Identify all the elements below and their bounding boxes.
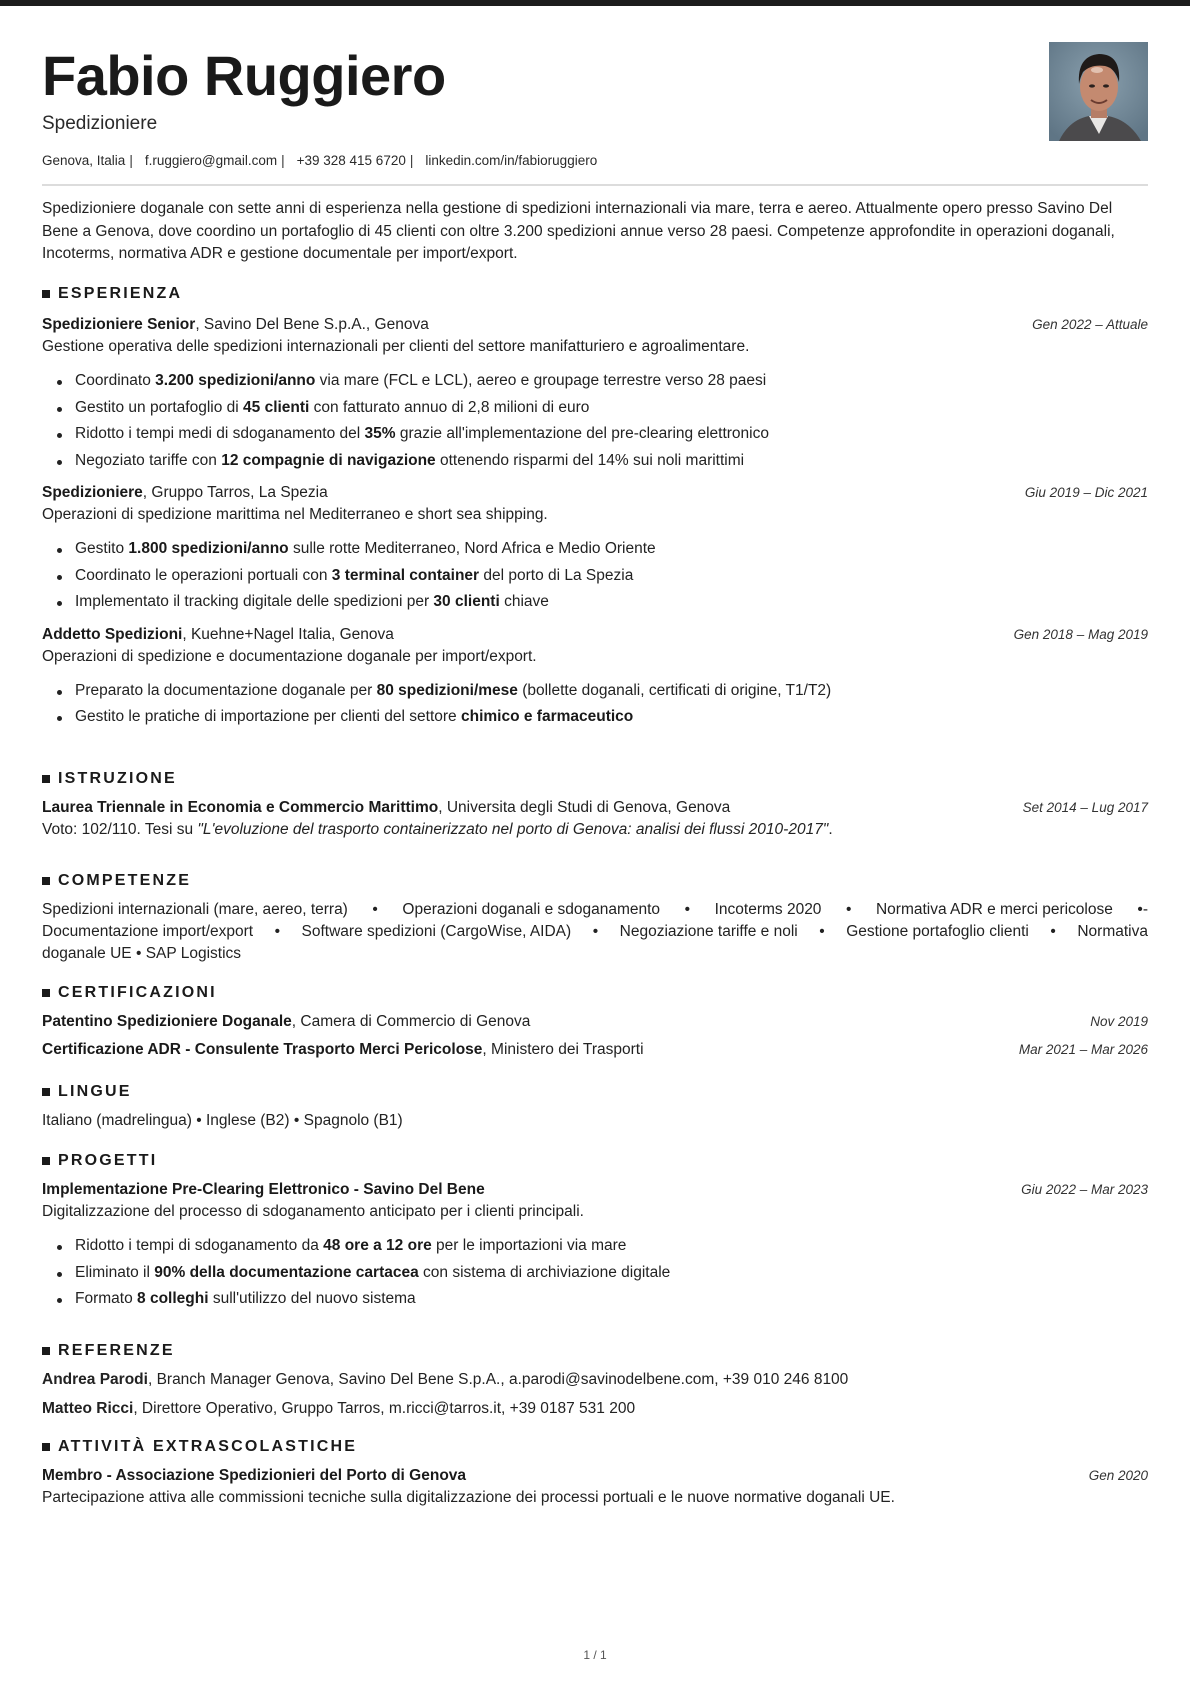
square-bullet-icon (42, 1157, 50, 1165)
certification-date: Mar 2021 – Mar 2026 (1018, 1042, 1148, 1057)
reference-name: Andrea Parodi (42, 1371, 148, 1388)
portrait-icon (1049, 42, 1148, 141)
contact-email[interactable]: f.ruggiero@gmail.com (144, 153, 278, 168)
section-heading: CERTIFICAZIONI (42, 983, 1148, 1003)
project-date: Giu 2022 – Mar 2023 (1021, 1182, 1148, 1197)
contact-separator: | (409, 153, 414, 168)
reference-details: , Direttore Operativo, Gruppo Tarros, m.ricci@tarros.it, +39 0187 531 200 (133, 1400, 636, 1417)
job-achievements (42, 368, 1148, 474)
list-item: Preparato la documentazione doganale per 80 spedizioni/mese (bollette doganali, certificati di origine, T1/T2) (42, 678, 1148, 705)
section-projects (42, 1151, 1148, 1313)
list-item: Coordinato 3.200 spedizioni/anno via mare (FCL e LCL), aereo e groupage terrestre verso 28 paesi (42, 368, 1148, 395)
activity-description: Partecipazione attiva alle commissioni tecniche sulla digitalizzazione dei processi portuali e le nuove normative doganali UE. (42, 1489, 895, 1506)
job-title: Spedizioniere (42, 484, 143, 501)
skill-item: doganale UE (42, 945, 132, 962)
candidate-name: Fabio Ruggiero (42, 44, 446, 107)
project-description: Digitalizzazione del processo di sdoganamento anticipato per i clienti principali. (42, 1203, 584, 1220)
degree-name: Laurea Triennale in Economia e Commercio Marittimo (42, 799, 439, 816)
skill-item: Negoziazione tariffe e noli (619, 923, 798, 940)
top-accent-bar (0, 0, 1190, 6)
square-bullet-icon (42, 1443, 50, 1451)
job-title: Addetto Spedizioni (42, 625, 183, 643)
job-header (42, 624, 1148, 646)
skills-list (42, 899, 1148, 965)
job-date: Giu 2019 – Dic 2021 (1024, 485, 1148, 500)
languages-list: Italiano (madrelingua) • Inglese (B2) • Spagnolo (B1) (42, 1112, 403, 1129)
thesis-title: "L'evoluzione del trasporto containerizzato nel porto di Genova: analisi dei flussi 2010-2017" (197, 821, 829, 838)
certification-entry (42, 1011, 1148, 1033)
section-references (42, 1341, 1148, 1420)
section-experience (42, 284, 1148, 731)
certification-date: Nov 2019 (1090, 1014, 1148, 1029)
job-header (42, 314, 1148, 336)
school-name: , Universita degli Studi di Genova, Genova (438, 799, 731, 816)
contact-location: Genova, Italia (42, 153, 126, 168)
certification-name: Certificazione ADR - Consulente Trasporto Merci Pericolose (42, 1041, 483, 1058)
section-certifications (42, 983, 1148, 1061)
reference-name: Matteo Ricci (42, 1400, 134, 1417)
job-title: Spedizioniere Senior (42, 316, 196, 333)
square-bullet-icon (42, 989, 50, 997)
page-number: 1 / 1 (583, 1648, 607, 1662)
job-company: , Kuehne+Nagel Italia, Genova (182, 625, 394, 643)
skill-item: Operazioni doganali e sdoganamento (402, 901, 661, 918)
header-divider (42, 184, 1148, 186)
skill-item: Normativa ADR e merci pericolose (875, 901, 1113, 918)
list-item: Ridotto i tempi medi di sdoganamento del 35% grazie all'implementazione del pre-clearing elettronico (42, 421, 1148, 448)
skill-item: Incoterms 2020 (714, 901, 822, 918)
square-bullet-icon (42, 877, 50, 885)
reference-entry (42, 1398, 1148, 1420)
certification-issuer: , Ministero dei Trasporti (482, 1041, 644, 1058)
activity-name: Membro - Associazione Spedizionieri del Porto di Genova (42, 1467, 467, 1484)
list-item: Eliminato il 90% della documentazione cartacea con sistema di archiviazione digitale (42, 1260, 1148, 1287)
skill-item: Documentazione import/export (42, 923, 254, 940)
list-item: Ridotto i tempi di sdoganamento da 48 ore a 12 ore per le importazioni via mare (42, 1233, 1148, 1260)
skills-line: Spedizioni internazionali (mare, aereo, terra) • Operazioni doganali e sdoganamento • Incoterms 2020 • Normativa ADR e merci pericolose •- (42, 899, 1148, 921)
job-header (42, 482, 1148, 504)
activity-header (42, 1465, 1148, 1487)
skill-item: Gestione portafoglio clienti (846, 923, 1029, 940)
skill-item: SAP Logistics (145, 945, 242, 962)
section-heading: LINGUE (42, 1082, 1148, 1102)
section-heading: REFERENZE (42, 1341, 1148, 1361)
reference-entry (42, 1369, 1148, 1391)
job-description: Gestione operativa delle spedizioni internazionali per clienti del settore manifatturiero e agroalimentare. (42, 338, 750, 355)
list-item: Coordinato le operazioni portuali con 3 terminal container del porto di La Spezia (42, 563, 1148, 590)
skills-line: Documentazione import/export • Software spedizioni (CargoWise, AIDA) • Negoziazione tariffe e noli • Gestione portafoglio clienti • Normativa (42, 921, 1148, 943)
profile-photo (1049, 42, 1148, 141)
list-item: Negoziato tariffe con 12 compagnie di navigazione ottenendo risparmi del 14% sui noli marittimi (42, 448, 1148, 475)
reference-details: , Branch Manager Genova, Savino Del Bene S.p.A., a.parodi@savinodelbene.com, +39 010 246 8100 (147, 1371, 849, 1388)
list-item: Implementato il tracking digitale delle spedizioni per 30 clienti chiave (42, 589, 1148, 616)
skill-item: Software spedizioni (CargoWise, AIDA) (301, 923, 572, 940)
list-item: Formato 8 colleghi sull'utilizzo del nuovo sistema (42, 1286, 1148, 1313)
square-bullet-icon (42, 290, 50, 298)
job-description: Operazioni di spedizione e documentazione doganale per import/export. (42, 647, 537, 665)
list-item: Gestito 1.800 spedizioni/anno sulle rotte Mediterraneo, Nord Africa e Medio Oriente (42, 536, 1148, 563)
section-extracurricular (42, 1437, 1148, 1509)
language-item: Inglese (B2) (205, 1112, 290, 1129)
profile-summary: Spedizioniere doganale con sette anni di esperienza nella gestione di spedizioni internazionali via mare, terra e aereo. Attualmente opero presso Savino Del Bene a Genova, dove coordino un portafoglio di 45 clienti con oltre 3.200 spedizioni annue verso 28 paesi. Competenze approfondite in operazioni doganali, Incoterms, normativa ADR e gestione documentale per import/export. (42, 200, 1115, 262)
contact-separator: | (281, 153, 285, 168)
project-achievements (42, 1233, 1148, 1313)
certification-issuer: , Camera di Commercio di Genova (291, 1013, 531, 1030)
job-company: , Savino Del Bene S.p.A., Genova (195, 316, 429, 333)
square-bullet-icon (42, 775, 50, 783)
list-item: Gestito le pratiche di importazione per clienti del settore chimico e farmaceutico (42, 704, 1148, 731)
section-heading: COMPETENZE (42, 871, 1148, 891)
section-heading: ESPERIENZA (42, 284, 1148, 304)
list-item: Gestito un portafoglio di 45 clienti con fatturato annuo di 2,8 milioni di euro (42, 395, 1148, 422)
contact-linkedin[interactable]: linkedin.com/in/fabioruggiero (425, 153, 598, 168)
language-item: Spagnolo (B1) (303, 1112, 403, 1129)
job-entry (42, 314, 1148, 474)
skill-item: Normativa (1077, 923, 1148, 940)
section-heading: ATTIVITÀ EXTRASCOLASTICHE (42, 1437, 1148, 1457)
education-details: Voto: 102/110. Tesi su "L'evoluzione del trasporto containerizzato nel porto di Genova: analisi dei flussi 2010-2017". (42, 821, 833, 838)
section-heading: ISTRUZIONE (42, 769, 1148, 789)
education-header (42, 797, 1148, 819)
education-date: Set 2014 – Lug 2017 (1022, 800, 1148, 815)
job-achievements (42, 678, 1148, 731)
contact-line (42, 152, 597, 170)
certification-name: Patentino Spedizioniere Doganale (42, 1013, 292, 1030)
job-entry (42, 624, 1148, 731)
activity-date: Gen 2020 (1088, 1468, 1148, 1483)
job-description: Operazioni di spedizione marittima nel Mediterraneo e short sea shipping. (42, 506, 548, 523)
contact-separator: | (129, 153, 133, 168)
job-company: , Gruppo Tarros, La Spezia (142, 484, 328, 501)
job-entry (42, 482, 1148, 616)
section-education (42, 769, 1148, 841)
square-bullet-icon (42, 1088, 50, 1096)
language-item: Italiano (madrelingua) (42, 1112, 192, 1129)
skills-line: doganale UE • SAP Logistics (42, 945, 242, 962)
section-heading: PROGETTI (42, 1151, 1148, 1171)
project-name: Implementazione Pre-Clearing Elettronico - Savino Del Bene (42, 1181, 485, 1198)
job-date: Gen 2022 – Attuale (1032, 317, 1148, 332)
section-skills (42, 871, 1148, 965)
square-bullet-icon (42, 1347, 50, 1355)
contact-phone[interactable]: +39 328 415 6720 (296, 153, 406, 168)
section-languages (42, 1082, 1148, 1132)
project-header (42, 1179, 1148, 1201)
certification-entry (42, 1039, 1148, 1061)
job-achievements (42, 536, 1148, 616)
candidate-role: Spedizioniere (42, 113, 158, 134)
skill-item: Spedizioni internazionali (mare, aereo, terra) (42, 901, 348, 918)
job-date: Gen 2018 – Mag 2019 (1013, 626, 1148, 642)
